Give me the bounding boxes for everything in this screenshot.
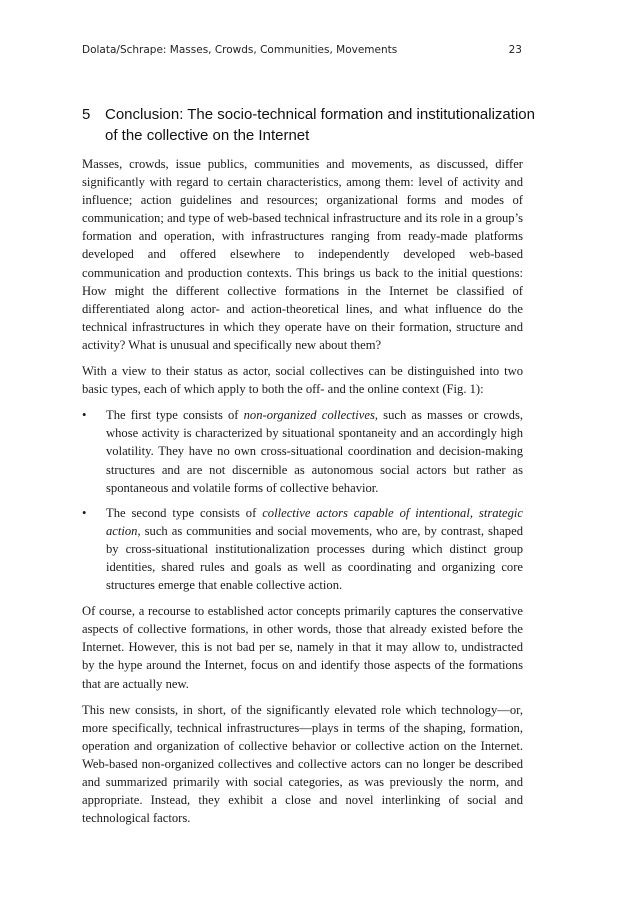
paragraph-conservative-aspects: Of course, a recourse to established actor concepts primarily captures the conservative aspects of collective formations, in other words, those that already existed before the Internet. However, this is not bad per se, namely in that it may allow to, undistracted by the hype around the Internet, focus on and identify those aspects of the formations that are actually new. [82, 604, 523, 691]
emphasis: collective actors capable of intentional, strategic action [106, 505, 523, 538]
paragraph-types: With a view to their status as actor, social collectives can be distinguished into two basic types, each of which apply to both the off- and the online context (Fig. 1): [82, 364, 523, 397]
section-title: Conclusion: The socio-technical formation and institutionalization of the collective on the Internet [105, 106, 535, 144]
section-number: 5 [82, 106, 91, 123]
bullet-list [82, 406, 523, 594]
section-heading [82, 104, 542, 146]
running-head [82, 44, 522, 56]
body-text [82, 155, 523, 835]
bullet-text: The second type consists of collective actors capable of intentional, strategic action, such as communities and social movements, who are, by contrast, shaped by cross-situational institutionalization processes during which distinct group identities, shared rules and goals as well as coordinating and organizing core structures emerge that enable collective action. [106, 505, 523, 593]
paragraph-what-is-new: This new consists, in short, of the significantly elevated role which technology—or, more specifically, technical infrastructures—plays in terms of the shaping, formation, operation and organization of collective behavior or collective action on the Internet. Web-based non-organized collectives and collective actors can no longer be described and summarized primarily with social categories, as was previously the norm, and appropriate. Instead, they exhibit a close and novel interlinking of social and technological factors. [82, 702, 523, 826]
page-number: 23 [508, 44, 522, 56]
paragraph-intro: Masses, crowds, issue publics, communities and movements, as discussed, differ significantly with regard to certain characteristics, among them: level of activity and influence; action guidelines and resources; organizational forms and modes of communication; and type of web-based technical infrastructure and its role in a group’s formation and operation, with infrastructures ranging from ready-made platforms developed and offered elsewhere to independently developed web-based communication and production contexts. This brings us back to the initial questions: How might the different collective formations in the Internet be classified of differentiated along actor- and action-theoretical lines, and what influence do the technical infrastructures in which they operate have on their formation, structure and activity? What is unusual and specifically new about them? [82, 157, 523, 352]
running-head-title: Dolata/Schrape: Masses, Crowds, Communities, Movements [82, 44, 398, 56]
bullet-icon: • [82, 408, 87, 423]
list-item [82, 504, 523, 594]
bullet-icon: • [82, 505, 87, 520]
emphasis: non-organized collectives [243, 408, 375, 423]
list-item [82, 406, 523, 496]
bullet-text: The first type consists of non-organized collectives, such as masses or crowds, whose activity is characterized by situational spontaneity and an accordingly high volatility. They have no own cross-situational coordination and decision-making structures and are not discernible as autonomous social actors but rather as spontaneous and volatile forms of collective behavior. [106, 408, 523, 495]
